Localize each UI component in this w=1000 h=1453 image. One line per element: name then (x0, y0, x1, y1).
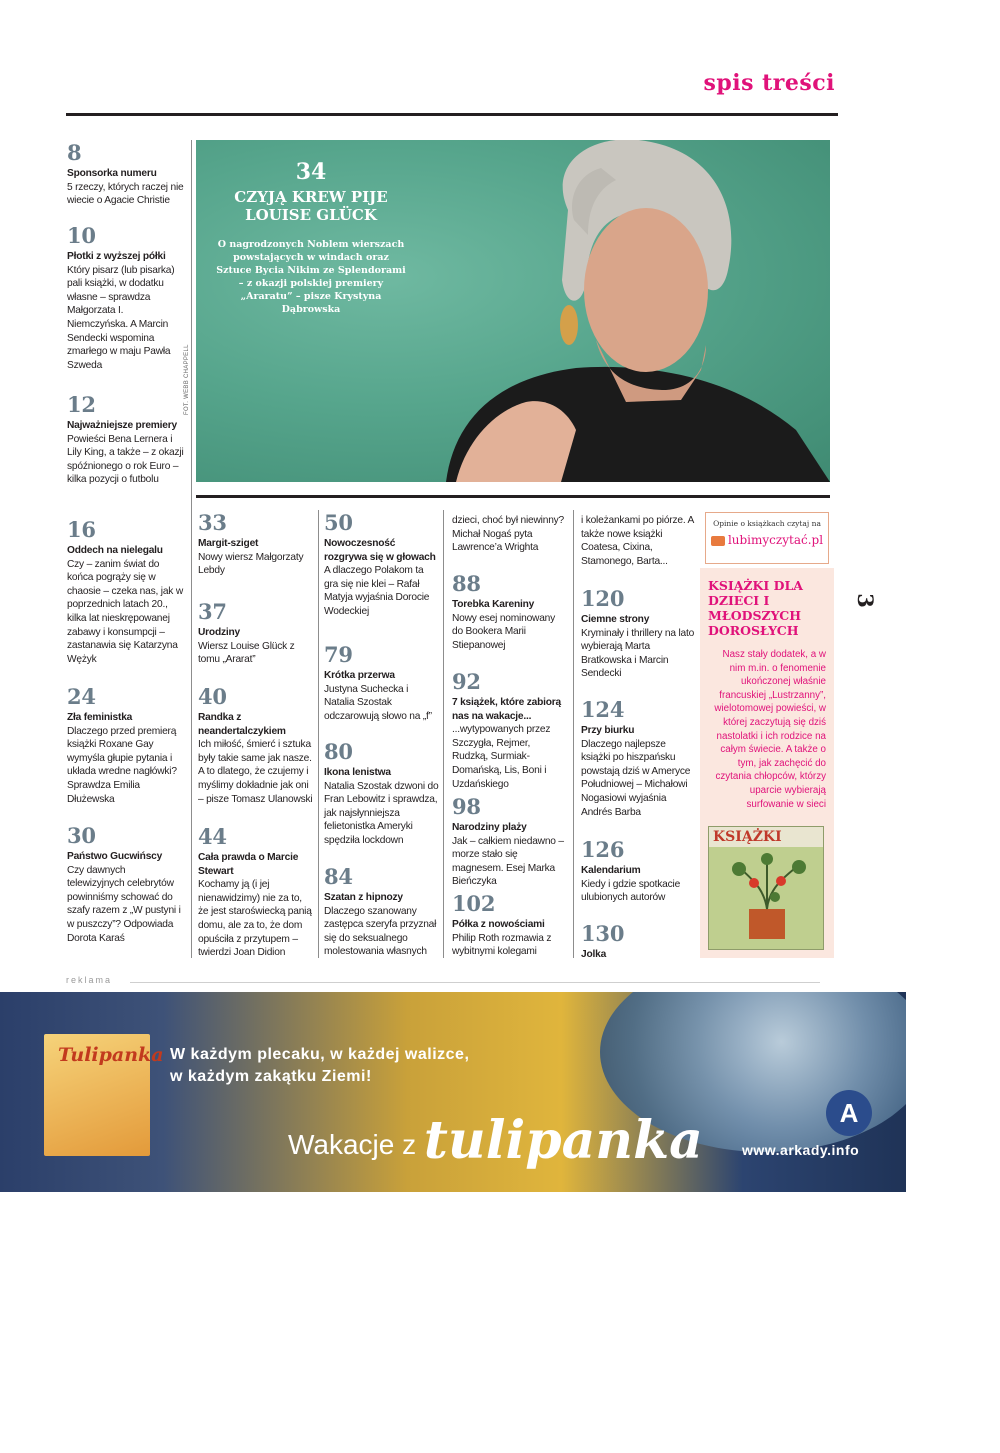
entry-desc-continued: i koleżankami po piórze. A także nowe książki Coatesa, Cixina, Stamonego, Barta... (581, 515, 694, 567)
entry-desc: Który pisarz (lub pisarka) pali książki, w dodatku własne – sprawdza Małgorzata I. Niemczyńska. A Marcin Sendecki wspomina zmarłego w maju Pawła Szweda (67, 264, 175, 371)
hero-text (216, 158, 406, 316)
toc-entry-10[interactable] (67, 224, 185, 372)
entry-page-num: 24 (67, 684, 96, 709)
kids-title: KSIĄŻKI DLA DZIECI I MŁODSZYCH DOROSŁYCH (708, 578, 803, 638)
entry-title: Ikona lenistwa (324, 767, 391, 778)
entry-title: Krótka przerwa (324, 670, 395, 681)
entry-desc-continued: dzieci, choć był niewinny? Michał Nogaś pyta Lawrence’a Wrighta (452, 515, 565, 554)
toc-entry-92[interactable] (452, 670, 568, 791)
ad-label: reklama (66, 975, 113, 985)
toc-entry-8[interactable] (67, 141, 185, 208)
ad-slogan-line2: w każdym zakątku Ziemi! (170, 1068, 372, 1085)
ad-headline (288, 1110, 703, 1171)
entry-title: Sponsorka numeru (67, 168, 157, 179)
toc-entry-40[interactable] (198, 685, 314, 806)
entry-title: Ciemne strony (581, 614, 650, 625)
entry-page-num: 44 (198, 824, 227, 849)
entry-page-num: 126 (581, 837, 625, 862)
entry-title: Cała prawda o Marcie Stewart (198, 852, 299, 877)
ad-url[interactable]: www.arkady.info (742, 1142, 860, 1158)
ad-book-cover (44, 1034, 164, 1156)
toc-entry-130[interactable] (581, 922, 697, 962)
toc-entry-24[interactable] (67, 685, 185, 806)
entry-page-num: 102 (452, 891, 496, 916)
entry-title: Szatan z hipnozy (324, 892, 403, 903)
ad-slogan-line1: W każdym plecaku, w każdej walizce, (170, 1046, 470, 1063)
kids-cover-image (708, 826, 824, 950)
entry-title: Torebka Kareniny (452, 599, 535, 610)
hero-page-num: 34 (295, 159, 327, 185)
promo-logo (706, 533, 828, 547)
entry-title: Narodziny plaży (452, 822, 527, 833)
advertisement-banner[interactable] (0, 992, 906, 1192)
entry-page-num: 16 (67, 517, 96, 542)
entry-desc: Nowy esej nominowany do Bookera Marii Stiepanowej (452, 612, 556, 651)
entry-title: Półka z nowościami (452, 919, 545, 930)
column-divider (318, 510, 319, 958)
entry-page-num: 40 (198, 684, 227, 709)
toc-entry-44[interactable] (198, 825, 314, 960)
entry-page-num: 37 (198, 599, 227, 624)
entry-title: Państwo Gucwińscy (67, 851, 163, 862)
column-divider (443, 510, 444, 958)
toc-entry-80[interactable] (324, 740, 440, 848)
entry-title: Zła feministka (67, 712, 133, 723)
toc-entry-88[interactable] (452, 572, 568, 652)
ad-rule (130, 982, 820, 983)
kids-supplement-box[interactable] (700, 568, 834, 958)
entry-title: Jolka (581, 949, 607, 960)
entry-desc: Nowy wiersz Małgorzaty Lebdy (198, 551, 304, 577)
toc-entry-126[interactable] (581, 838, 697, 905)
page-number: 3 (852, 593, 878, 608)
kids-cover-title: KSIĄŻKI (709, 827, 823, 847)
mid-rule (196, 495, 830, 498)
ad-headline-script: tulipanka (423, 1110, 703, 1171)
entry-title: Oddech na nielegalu (67, 545, 163, 556)
ad-slogan (170, 1044, 469, 1088)
entry-desc: Wiersz Louise Glück z tomu „Ararat” (198, 640, 295, 666)
toc-entry-79[interactable] (324, 643, 440, 723)
entry-desc: Kiedy i gdzie spotkacie ulubionych autorów (581, 878, 681, 904)
toc-entry-33[interactable] (198, 511, 314, 578)
entry-desc: Czy – zanim świat do końca pogrąży się w chaosie – czeka nas, jak w poprzednich latach 20., kilka lat nieskrępowanej zabawy i konsumpcji – zastanawia się Katarzyna Wężyk (67, 558, 183, 665)
entry-page-num: 10 (67, 223, 96, 248)
entry-desc: Powieści Bena Lernera i Lily King, a także – z okazji spóźnionego o rok Euro – kilka pozycji o futbolu (67, 433, 184, 486)
book-icon (711, 536, 725, 546)
entry-title: Przy biurku (581, 725, 635, 736)
entry-page-num: 33 (198, 510, 227, 535)
toc-entry-12[interactable] (67, 393, 185, 487)
entry-title: Kalendarium (581, 865, 641, 876)
entry-desc: Dlaczego najlepsze książki po hiszpańsku powstają dziś w Ameryce Południowej – Michałowi Nogasiowi wyjaśnia Andrés Barba (581, 738, 691, 818)
entry-page-num: 79 (324, 642, 353, 667)
entry-title: Najważniejsze premiery (67, 420, 177, 431)
entry-page-num: 124 (581, 697, 625, 722)
entry-title: Margit-sziget (198, 538, 259, 549)
hero-title: CZYJĄ KREW PIJE LOUISE GLÜCK (234, 188, 388, 224)
entry-page-num: 80 (324, 739, 353, 764)
entry-desc: 5 rzeczy, których raczej nie wiecie o Agacie Christie (67, 181, 184, 207)
promo-text: Opinie o książkach czytaj na (713, 519, 821, 528)
entry-title: Urodziny (198, 627, 240, 638)
entry-page-num: 98 (452, 794, 481, 819)
lubimyczytac-promo[interactable] (705, 512, 829, 564)
toc-entry-30[interactable] (67, 824, 185, 945)
entry-desc: Justyna Suchecka i Natalia Szostak odczarowują słowo na „f” (324, 683, 432, 722)
section-title: spis treści (703, 70, 835, 96)
entry-title: Nowoczesność rozgrywa się w głowach (324, 538, 436, 563)
entry-desc: Philip Roth rozmawia z wybitnymi kolegami (452, 932, 552, 958)
toc-entry-124[interactable] (581, 698, 697, 819)
entry-desc: Dlaczego szanowany zastępca szeryfa przyznał się do seksualnego molestowania własnych (324, 905, 437, 958)
top-rule (66, 113, 838, 116)
toc-entry-16[interactable] (67, 518, 185, 666)
continued-text (581, 514, 697, 568)
entry-title: 7 książek, które zabiorą nas na wakacje... (452, 697, 562, 722)
ad-book-title: Tulipanka (58, 1044, 164, 1066)
entry-desc: ...wytypowanych przez Szczygła, Rejmer, Rudzką, Surmiak-Domańską, Lis, Boni i Uzdańskiego (452, 724, 551, 790)
plant-illustration (709, 847, 824, 947)
entry-page-num: 8 (67, 140, 82, 165)
entry-page-num: 120 (581, 586, 625, 611)
entry-page-num: 84 (324, 864, 353, 889)
entry-desc: A dlaczego Polakom ta gra się nie klei – Rafał Matyja wyjaśnia Dorocie Wodeckiej (324, 565, 430, 617)
column-divider (191, 140, 192, 958)
entry-desc: Ich miłość, śmierć i sztuka były takie same jak nasze. A to dlatego, że czujemy i myślimy dokładnie jak oni – pisze Tomasz Ulanowski (198, 739, 313, 805)
promo-logo-text: lubimyczytać.pl (727, 533, 824, 547)
continued-text (452, 514, 568, 555)
entry-page-num: 30 (67, 823, 96, 848)
entry-desc: Kryminały i thrillery na lato wybierają Marta Bratkowska i Marcin Sendecki (581, 627, 695, 680)
entry-title: Randka z neandertalczykiem (198, 712, 286, 737)
entry-page-num: 130 (581, 921, 625, 946)
toc-entry-84[interactable] (324, 865, 440, 959)
entry-page-num: 50 (324, 510, 353, 535)
toc-entry-37[interactable] (198, 600, 314, 667)
entry-page-num: 92 (452, 669, 481, 694)
kids-text: Nasz stały dodatek, a w nim m.in. o fenomenie ukończonej właśnie francuskiej „Lustrzanny”, wielotomowej powieści, w której zaczytują się dziś nastolatki i ich rodzice na całym świecie. A także o tym, jak zachęcić do czytania chłopców, którzy uparcie wybierają surfowanie w sieci (714, 649, 826, 810)
entry-desc: Natalia Szostak dzwoni do Fran Lebowitz i sprawdza, jak najsłynniejsza felietonistka Ameryki spędziła lockdown (324, 780, 439, 846)
toc-entry-120[interactable] (581, 587, 697, 681)
entry-page-num: 88 (452, 571, 481, 596)
hero-feature[interactable] (196, 140, 830, 482)
toc-entry-102[interactable] (452, 892, 568, 959)
toc-entry-98[interactable] (452, 795, 568, 889)
entry-title: Płotki z wyższej półki (67, 251, 166, 262)
entry-desc: Kochamy ją (i jej nienawidzimy) nie za to, że jest staroświecką panią domu, ale za to, że dom opuściła z przytupem – twierdzi Joan Didion (198, 879, 312, 959)
ad-headline-prefix: Wakacje z (288, 1129, 417, 1160)
entry-desc: Czy dawnych telewizyjnych celebrytów powinniśmy schować do szafy razem z „W pustyni i w puszczy”? Odpowiada Dorota Karaś (67, 864, 181, 944)
entry-page-num: 12 (67, 392, 96, 417)
photo-credit: FOT. WEBB CHAPPELL (184, 344, 190, 415)
entry-desc: Dlaczego przed premierą książki Roxane Gay wymyśla głupie pytania i układa wredne nagłówki? Sprawdza Emilia Dłużewska (67, 725, 177, 805)
toc-entry-50[interactable] (324, 511, 440, 619)
hero-subtitle: O nagrodzonych Noblem wierszach powstających w windach oraz Sztuce Bycia Nikim ze Splendorami – z okazji polskiej premiery „Araratu” – pisze Krystyna Dąbrowska (216, 239, 406, 315)
entry-desc: Jak – całkiem niedawno – morze stało się magnesem. Esej Marka Bieńczyka (452, 835, 564, 888)
column-divider (573, 510, 574, 958)
arkady-logo-icon: A (826, 1090, 872, 1136)
